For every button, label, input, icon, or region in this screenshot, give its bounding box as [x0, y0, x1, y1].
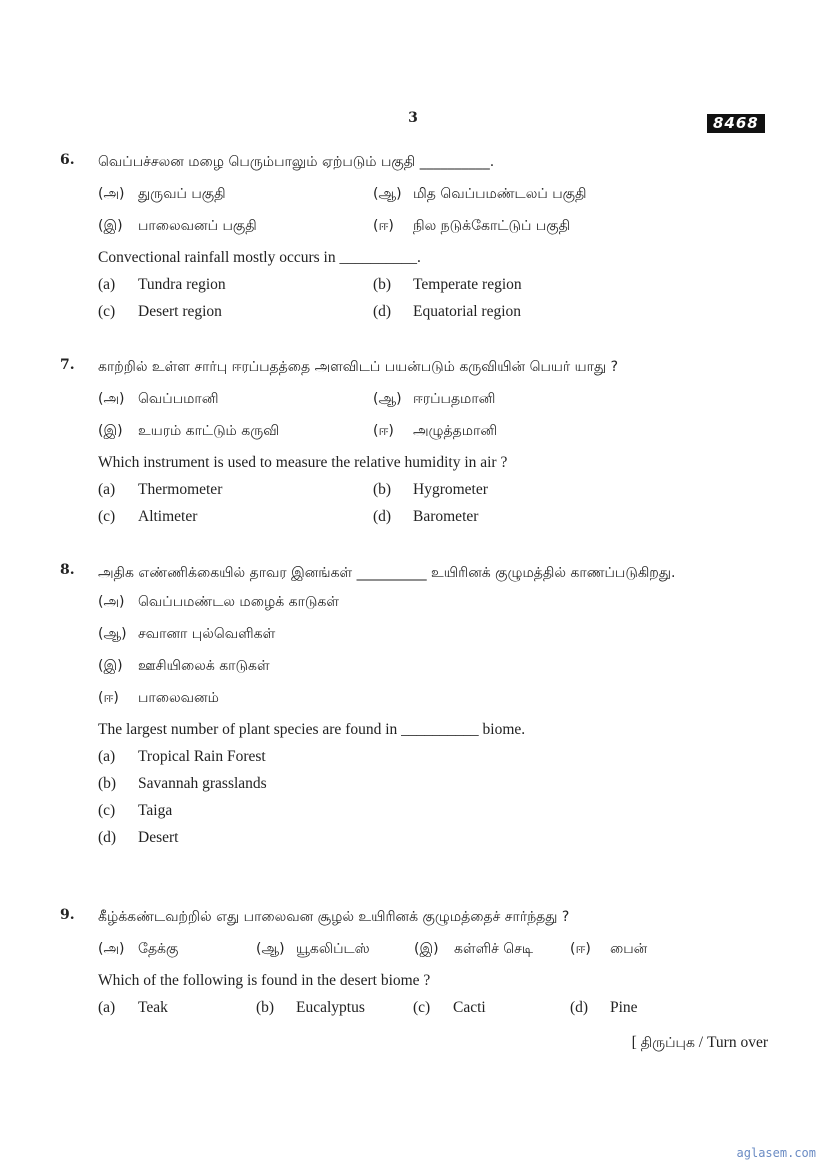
option-label: (அ)	[98, 594, 125, 610]
option-label: (இ)	[414, 941, 439, 957]
question-number: 8.	[60, 562, 75, 578]
option-label: (a)	[98, 276, 116, 293]
option-c	[98, 801, 770, 828]
option-label: (c)	[98, 508, 116, 525]
option-label: (c)	[98, 802, 116, 819]
option-text: பைன்	[610, 941, 648, 957]
watermark: aglasem.com	[736, 1146, 816, 1160]
option-b-tamil	[256, 939, 370, 959]
option-c	[413, 998, 486, 1018]
option-b	[98, 774, 770, 801]
option-label: (d)	[373, 303, 392, 320]
option-d	[570, 998, 638, 1018]
option-text: Pine	[610, 999, 638, 1016]
option-row	[98, 389, 770, 421]
option-c	[98, 507, 197, 527]
turn-over-separator: /	[698, 1034, 704, 1051]
option-row	[98, 216, 770, 248]
option-text: உயரம் காட்டும் கருவி	[138, 423, 280, 439]
question-number: 9.	[60, 907, 75, 923]
option-text: Altimeter	[138, 508, 198, 525]
paper-code-badge: 8468	[707, 114, 765, 133]
question-stem-english: Convectional rainfall mostly occurs in __________.	[98, 249, 421, 266]
option-text: Teak	[138, 999, 168, 1016]
option-a-tamil	[98, 592, 770, 624]
option-a-tamil	[98, 184, 226, 204]
option-text: வெப்பமண்டல மழைக் காடுகள்	[138, 594, 339, 610]
option-label: (d)	[570, 999, 589, 1016]
question-stem-english: Which instrument is used to measure the relative humidity in air ?	[98, 454, 508, 471]
option-d-tamil	[373, 421, 497, 441]
option-row	[98, 275, 770, 302]
option-b	[373, 480, 488, 500]
option-label: (ஈ)	[98, 690, 119, 706]
option-label: (ஆ)	[98, 626, 127, 642]
option-label: (b)	[373, 276, 392, 293]
option-text: Cacti	[453, 999, 486, 1016]
option-label: (ஆ)	[256, 941, 285, 957]
turn-over-bracket: [	[631, 1034, 637, 1051]
option-text: தேக்கு	[138, 941, 179, 957]
option-text: Taiga	[138, 802, 173, 819]
option-label: (d)	[373, 508, 392, 525]
question-stem-tamil: அதிக எண்ணிக்கையில் தாவர இனங்கள் __________ உயிரினக் குழுமத்தில் காணப்படுகிறது.	[98, 565, 676, 581]
option-text: பாலைவனப் பகுதி	[138, 218, 257, 234]
option-d-tamil	[98, 688, 770, 720]
option-row	[98, 939, 770, 971]
page-number: 3	[408, 110, 418, 126]
option-text: Eucalyptus	[296, 999, 365, 1016]
option-label: (இ)	[98, 218, 123, 234]
question-number: 7.	[60, 357, 75, 373]
question-stem-tamil: வெப்பச்சலன மழை பெரும்பாலும் ஏற்படும் பகுதி __________.	[98, 154, 495, 170]
option-text: Desert region	[138, 303, 222, 320]
option-d-tamil	[570, 939, 647, 959]
option-c-tamil	[414, 939, 533, 959]
option-c-tamil	[98, 216, 257, 236]
option-text: Desert	[138, 829, 179, 846]
option-label: (a)	[98, 999, 116, 1016]
option-text: கள்ளிச் செடி	[454, 941, 534, 957]
option-label: (b)	[98, 775, 117, 792]
question-stem-english: Which of the following is found in the desert biome ?	[98, 972, 431, 989]
option-d	[373, 507, 478, 527]
option-text: Tropical Rain Forest	[138, 748, 266, 765]
option-text: பாலைவனம்	[138, 690, 219, 706]
option-label: (அ)	[98, 941, 125, 957]
option-label: (இ)	[98, 658, 123, 674]
option-text: சவானா புல்வெளிகள்	[138, 626, 276, 642]
option-label: (d)	[98, 829, 117, 846]
turn-over-note	[632, 1034, 768, 1053]
option-label: (b)	[256, 999, 275, 1016]
option-label: (b)	[373, 481, 392, 498]
option-text: Barometer	[413, 508, 479, 525]
option-text: Equatorial region	[413, 303, 522, 320]
option-d	[373, 302, 521, 322]
option-c	[98, 302, 222, 322]
option-b-tamil	[373, 389, 495, 409]
option-row	[98, 507, 770, 534]
option-a	[98, 275, 226, 295]
option-label: (c)	[98, 303, 116, 320]
option-text: துருவப் பகுதி	[138, 186, 226, 202]
option-text: அழுத்தமானி	[413, 423, 498, 439]
option-label: (a)	[98, 748, 116, 765]
option-row	[98, 184, 770, 216]
option-label: (a)	[98, 481, 116, 498]
option-text: Tundra region	[138, 276, 226, 293]
option-row	[98, 302, 770, 329]
option-text: Thermometer	[138, 481, 223, 498]
option-b	[256, 998, 365, 1018]
option-label: (இ)	[98, 423, 123, 439]
option-a-tamil	[98, 389, 218, 409]
option-label: (ஆ)	[373, 186, 402, 202]
option-a-tamil	[98, 939, 178, 959]
question-stem-tamil: கீழ்க்கண்டவற்றில் எது பாலைவன சூழல் உயிரினக் குழுமத்தைச் சார்ந்தது ?	[98, 909, 570, 925]
option-text: Hygrometer	[413, 481, 488, 498]
option-text: நில நடுக்கோட்டுப் பகுதி	[413, 218, 571, 234]
option-label: (ஈ)	[570, 941, 591, 957]
option-label: (ஆ)	[373, 391, 402, 407]
question-stem-tamil: காற்றில் உள்ள சார்பு ஈரப்பதத்தை அளவிடப் பயன்படும் கருவியின் பெயர் யாது ?	[98, 359, 619, 375]
option-d	[98, 828, 770, 855]
option-text: ஊசியிலைக் காடுகள்	[138, 658, 270, 674]
option-label: (அ)	[98, 391, 125, 407]
option-text: Temperate region	[413, 276, 522, 293]
option-a	[98, 998, 168, 1018]
turn-over-english: Turn over	[706, 1034, 768, 1051]
option-label: (ஈ)	[373, 423, 394, 439]
option-b-tamil	[98, 624, 770, 656]
option-c-tamil	[98, 421, 279, 441]
option-a	[98, 747, 770, 774]
option-d-tamil	[373, 216, 570, 236]
option-row	[98, 480, 770, 507]
turn-over-tamil: திருப்புக	[640, 1035, 695, 1051]
question-stem-english: The largest number of plant species are found in __________ biome.	[98, 721, 526, 738]
option-label: (c)	[413, 999, 431, 1016]
option-label: (அ)	[98, 186, 125, 202]
option-text: மித வெப்பமண்டலப் பகுதி	[413, 186, 587, 202]
option-c-tamil	[98, 656, 770, 688]
option-b	[373, 275, 522, 295]
option-text: வெப்பமானி	[138, 391, 219, 407]
option-text: Savannah grasslands	[138, 775, 267, 792]
option-a	[98, 480, 222, 500]
option-text: ஈரப்பதமானி	[413, 391, 496, 407]
option-row	[98, 998, 770, 1025]
option-row	[98, 421, 770, 453]
option-b-tamil	[373, 184, 586, 204]
question-number: 6.	[60, 152, 75, 168]
option-text: யூகலிப்டஸ்	[296, 941, 370, 957]
option-label: (ஈ)	[373, 218, 394, 234]
